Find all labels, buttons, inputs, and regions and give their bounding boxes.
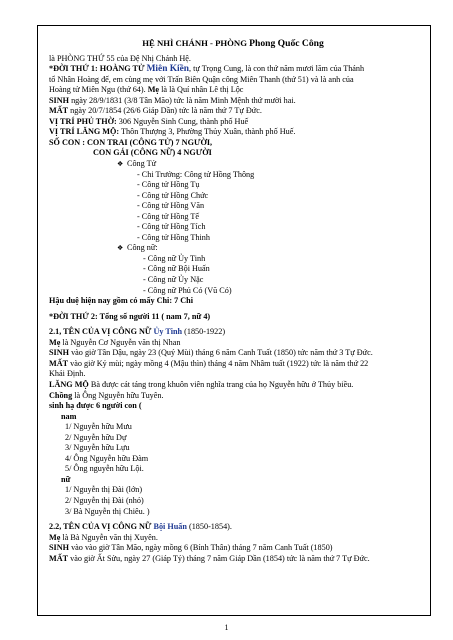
list-item: 1/ Nguyễn thị Đài (lớn) bbox=[65, 485, 143, 495]
list-item: 2/ Nguyễn hữu Dự bbox=[65, 432, 127, 442]
document-body bbox=[49, 38, 427, 564]
list-item: 4/ Ông Nguyễn hữu Đàm bbox=[65, 453, 149, 463]
s21-husband: Chồng là Ông Nguyễn hữu Tuyên. bbox=[49, 390, 164, 400]
gen1-tomb: VỊ TRÍ LĂNG MỘ: Thôn Thượng 3, Phường Thủy Xuân, thành phố Huế. bbox=[49, 127, 296, 137]
s22-mother: Mẹ là Bà Nguyễn văn thị Xuyên. bbox=[49, 532, 158, 542]
page-title: HỆ NHÌ CHÁNH - PHÒNG Phong Quốc Công bbox=[142, 38, 324, 49]
gen1-name: Miên Kiền bbox=[146, 64, 190, 75]
gen1-birth: SINH ngày 28/9/1831 (3/8 Tân Mão) tức là năm Minh Mệnh thứ mười hai. bbox=[49, 95, 296, 105]
s22-birth: SINH vào vào giờ Tân Mão, ngày mồng 6 (Bính Thân) tháng 7 năm Canh Tuất (1850) bbox=[49, 543, 333, 553]
list-item: - Công tử Hồng Tụ bbox=[137, 180, 200, 190]
diamond-bullet-icon: ❖ bbox=[117, 244, 124, 253]
list-item: - Công tử Hồng Chức bbox=[137, 190, 209, 200]
descendants-line: Hậu duệ hiện nay gồm có mấy Chi: 7 Chi bbox=[49, 296, 193, 306]
gen1-heading: *ĐỜI THỨ 1: HOÀNG TỬ Miên Kiền, tự Trọng Cung, là con thứ năm mươi lăm của Thánh bbox=[49, 64, 365, 75]
gen1-desc-mother: Hoàng tử Miên Ngu (thứ 64). Mẹ là là Quí nhân Lê thị Lộc bbox=[49, 85, 244, 95]
list-item: - Công tử Hồng Văn bbox=[137, 201, 205, 211]
gen1-desc: tổ Nhân Hoàng đế, em cùng mẹ với Trấn Biên Quận công Miên Thanh (thứ 51) và là anh của bbox=[49, 74, 354, 84]
s21-tomb: LĂNG MỘ Bà được cát táng trong khuôn viên nghĩa trang của họ Nguyễn hữu ở Thủy biều. bbox=[49, 379, 354, 389]
gen1-children-daughters: CON GÁI (CÔNG NỮ) 4 NGƯỜI bbox=[93, 148, 212, 158]
intro-line: là PHÒNG THỨ 55 của Đệ Nhị Chánh Hệ. bbox=[49, 53, 191, 63]
sons-header: ❖ Công Tử bbox=[117, 159, 157, 169]
list-item: - Chi Trưởng: Công tử Hồng Thông bbox=[137, 169, 255, 179]
title-highlight: Phong Quốc Công bbox=[249, 38, 324, 49]
gen1-children-sons: SỐ CON : CON TRAI (CÔNG TỬ) 7 NGƯỜI, bbox=[49, 137, 213, 147]
diamond-bullet-icon: ❖ bbox=[117, 160, 124, 169]
list-item: 3/ Bà Nguyễn thị Chiêu. ) bbox=[65, 506, 150, 516]
s21-death-cont: Khải Định. bbox=[49, 369, 86, 379]
s21-birth: SINH vào giờ Tân Dậu, ngày 23 (Quý Mùi) tháng 6 năm Canh Tuất (1850) tức năm thứ 3 Tự Đức. bbox=[49, 348, 373, 358]
list-item: - Công tử Hồng Tích bbox=[137, 222, 206, 232]
list-item: - Công tử Hồng Thinh bbox=[137, 232, 210, 242]
daughters-header: ❖ Công nữ: bbox=[117, 243, 158, 253]
s21-name: Ủy Tinh bbox=[153, 327, 183, 337]
s21-male-label: nam bbox=[61, 411, 77, 421]
s22-heading: 2.2, TÊN CỦA VỊ CÔNG NỮ Bội Huấn (1850-1854). bbox=[49, 522, 232, 532]
gen2-heading: *ĐỜI THỨ 2: Tổng số người 11 ( nam 7, nữ 4) bbox=[49, 311, 211, 321]
page-number: 1 bbox=[224, 623, 229, 632]
list-item: - Công nữ Ủy Tinh bbox=[143, 253, 206, 263]
list-item: 1/ Nguyễn hữu Mưu bbox=[65, 422, 132, 432]
list-item: - Công tử Hồng Tế bbox=[137, 211, 200, 221]
s21-kids-line: sinh hạ được 6 người con ( bbox=[49, 401, 142, 411]
gen1-death: MẤT ngày 20/7/1854 (26/6 Giáp Dần) tức là năm thứ 7 Tự Đức. bbox=[49, 106, 262, 116]
list-item: - Công nữ Ủy Nặc bbox=[143, 275, 204, 285]
s22-name: Bội Huấn bbox=[153, 522, 187, 532]
list-item: - Công nữ Bội Huấn bbox=[143, 264, 210, 274]
gen1-shrine: VỊ TRÍ PHỦ THỜ: 306 Nguyễn Sinh Cung, thành phố Huế bbox=[49, 116, 249, 126]
s21-heading: 2.1, TÊN CỦA VỊ CÔNG NỮ Ủy Tinh (1850-1922) bbox=[49, 327, 226, 337]
list-item: 3/ Nguyễn hữu Lựu bbox=[65, 443, 130, 453]
list-item: - Công nữ Phủ Có (Vũ Có) bbox=[143, 285, 232, 295]
s22-death: MẤT vào giờ Ất Sửu, ngày 27 (Giáp Tý) tháng 7 năm Giáp Dần (1854) tức là năm thứ 7 Tự Đức. bbox=[49, 553, 370, 563]
list-item: 2/ Nguyễn thị Đài (nhỏ) bbox=[65, 495, 144, 505]
list-item: 5/ Ông nguyễn hữu Lội. bbox=[65, 464, 144, 474]
s21-death: MẤT vào giờ Kỷ mùi; ngày mồng 4 (Mậu thìn) tháng 4 năm Nhâm tuất (1922) tức là năm thứ 22 bbox=[49, 358, 369, 368]
s21-female-label: nữ bbox=[61, 474, 71, 484]
s21-mother: Mẹ là Nguyễn Cơ Nguyễn văn thị Nhan bbox=[49, 337, 181, 347]
